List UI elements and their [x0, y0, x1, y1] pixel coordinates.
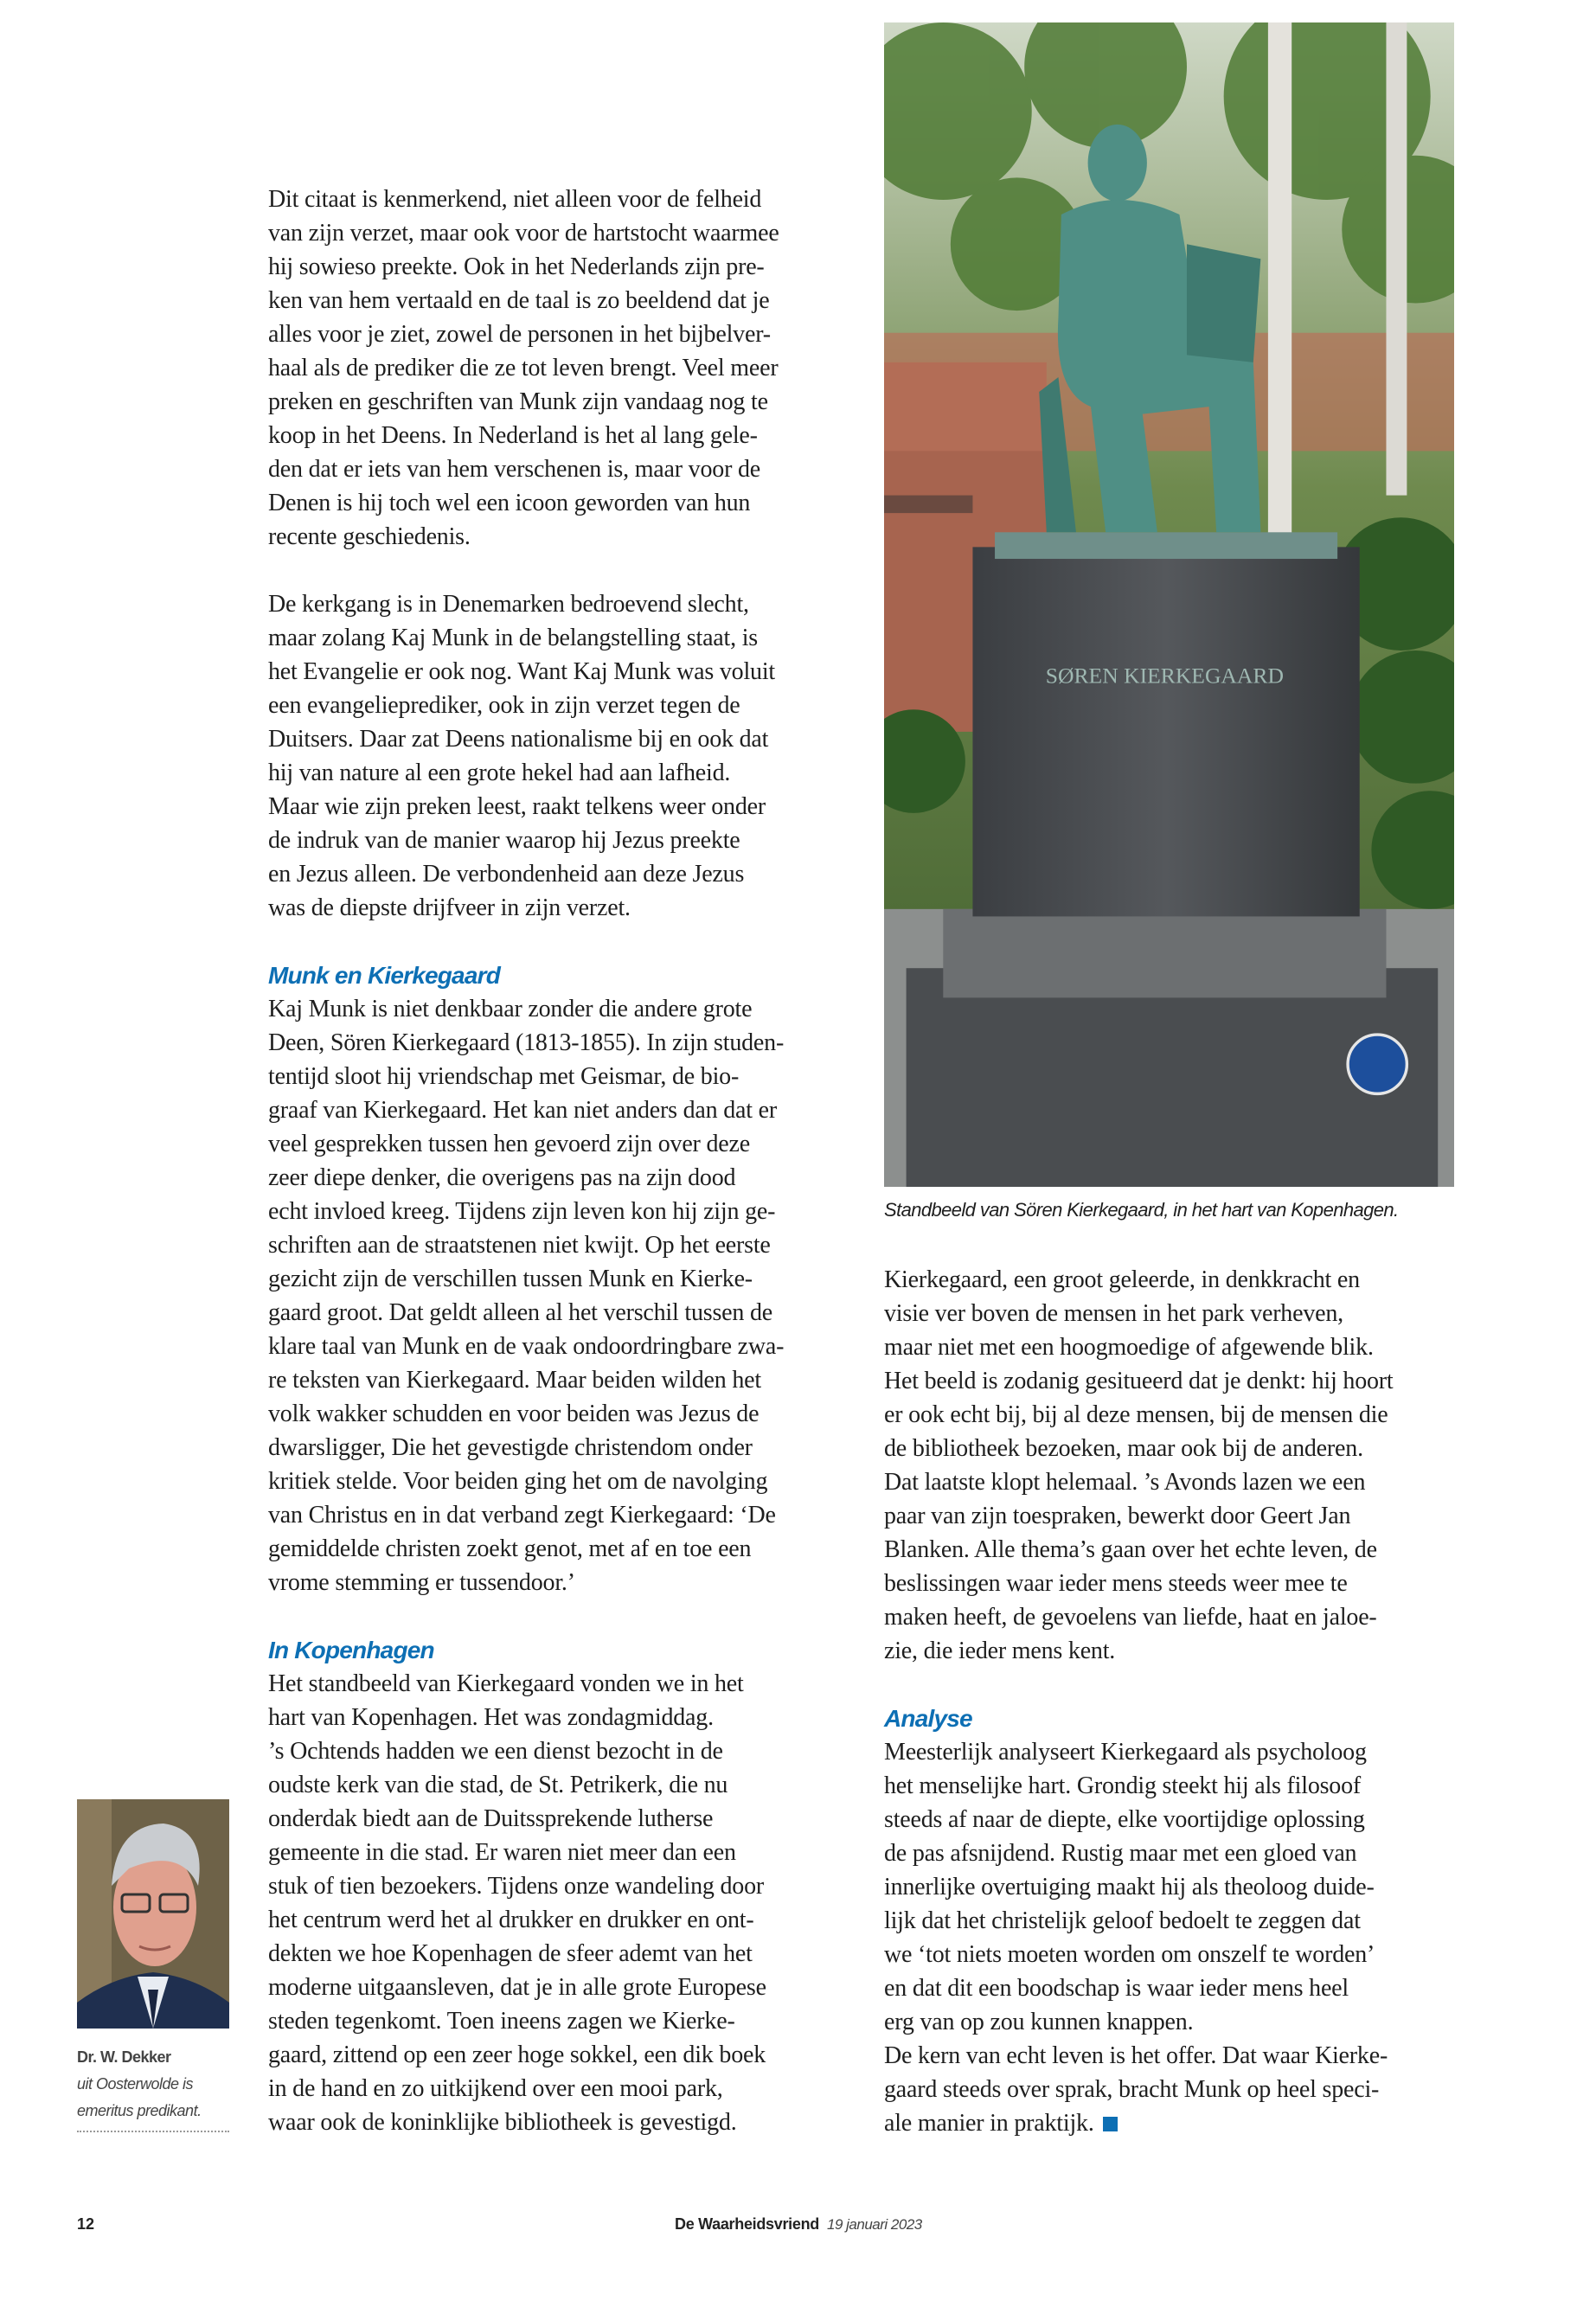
text-line	[268, 385, 856, 419]
text-line	[884, 1398, 1472, 1432]
text-line	[268, 756, 856, 790]
paragraph	[884, 1263, 1472, 1668]
text-line	[268, 2004, 856, 2038]
text-line-content: ale manier in praktijk.	[884, 2110, 1094, 2137]
text-line-content: maar niet met een hoogmoedige of afgewende blik.	[884, 1334, 1374, 1361]
text-line	[268, 1060, 856, 1093]
text-line-content: gemeente in die stad. Er waren niet meer dan een	[268, 1839, 736, 1866]
text-line-content: paar van zijn toespraken, bewerkt door Geert Jan	[884, 1503, 1351, 1529]
article-section	[268, 958, 856, 1599]
text-line	[884, 1432, 1472, 1465]
issue-date: 19 januari 2023	[827, 2216, 922, 2233]
text-line	[268, 1937, 856, 1971]
publication-name: De Waarheidsvriend	[675, 2215, 819, 2233]
article-section	[884, 1702, 1472, 2039]
text-line	[268, 1465, 856, 1498]
text-line	[884, 1465, 1472, 1499]
author-caption	[77, 2044, 229, 2125]
text-line	[268, 1330, 856, 1363]
text-line	[268, 1734, 856, 1768]
text-line	[884, 2039, 1472, 2073]
text-line	[884, 1735, 1472, 1769]
text-line-content: en dat dit een boodschap is waar ieder mens heel	[884, 1975, 1349, 2002]
text-line-content: innerlijke overtuiging maakt hij als theoloog duide-	[884, 1874, 1375, 1900]
text-line	[268, 722, 856, 756]
divider	[77, 2131, 229, 2132]
text-line-content: was de diepste drijfveer in zijn verzet.	[268, 894, 631, 921]
text-line-content: de pas afsnijdend. Rustig maar met een gloed van	[884, 1840, 1357, 1867]
author-description: uit Oosterwolde is	[77, 2075, 194, 2093]
text-line	[268, 1026, 856, 1060]
section-heading: In Kopenhagen	[268, 1637, 434, 1663]
text-line-content: waar ook de koninklijke bibliotheek is gevestigd.	[268, 2109, 737, 2136]
text-line-content: gaard steeds over sprak, bracht Munk op heel speci-	[884, 2076, 1380, 2103]
text-line	[884, 1567, 1472, 1600]
text-line-content: van Christus en in dat verband zegt Kierkegaard: ‘De	[268, 1502, 776, 1529]
text-line	[268, 1701, 856, 1734]
text-line-content: Dit citaat is kenmerkend, niet alleen voor de felheid	[268, 186, 762, 213]
text-line	[884, 1330, 1472, 1364]
text-line-content: veel gesprekken tussen hen gevoerd zijn over deze	[268, 1131, 750, 1157]
text-line	[268, 1836, 856, 1869]
text-line-content: Kaj Munk is niet denkbaar zonder die andere grote	[268, 996, 753, 1022]
text-line	[268, 2072, 856, 2106]
text-line	[884, 2005, 1472, 2039]
section-heading: Munk en Kierkegaard	[268, 962, 500, 989]
text-line-content: we ‘tot niets moeten worden om onszelf te worden’	[884, 1941, 1375, 1968]
text-line-content: het Evangelie er ook nog. Want Kaj Munk was voluit	[268, 658, 775, 685]
text-line-content: Denen is hij toch wel een icoon geworden van hun	[268, 490, 751, 516]
paragraph	[268, 587, 856, 925]
text-line	[268, 1093, 856, 1127]
text-line	[884, 1803, 1472, 1836]
article-column-left	[268, 183, 856, 2139]
text-line	[268, 857, 856, 891]
text-line	[884, 1263, 1472, 1297]
text-line-content: dekten we hoe Kopenhagen de sfeer ademt van het	[268, 1940, 753, 1967]
text-line	[268, 1262, 856, 1296]
text-line	[268, 284, 856, 317]
text-line	[268, 1363, 856, 1397]
text-line-content: steden tegenkomt. Toen ineens zagen we Kierke-	[268, 2008, 735, 2035]
text-line-content: visie ver boven de mensen in het park verheven,	[884, 1300, 1343, 1327]
text-line-content: in de hand en zo uitkijkend over een mooi park,	[268, 2075, 723, 2102]
text-line-content: van zijn verzet, maar ook voor de hartstocht waarmee	[268, 220, 779, 247]
text-line-content: gezicht zijn de verschillen tussen Munk en Kierke-	[268, 1266, 753, 1292]
text-line-content: gaard, zittend op een zeer hoge sokkel, een dik boek	[268, 2041, 766, 2068]
text-line	[268, 587, 856, 621]
text-line-content: hart van Kopenhagen. Het was zondagmiddag.	[268, 1704, 714, 1731]
text-line-content: erg van op zou kunnen knappen.	[884, 2009, 1194, 2035]
text-line-content: koop in het Deens. In Nederland is het al lang gele-	[268, 422, 758, 449]
text-line	[884, 2106, 1472, 2140]
text-line	[268, 351, 856, 385]
text-line-content: re teksten van Kierkegaard. Maar beiden wilden het	[268, 1367, 761, 1394]
text-line-content: Kierkegaard, een groot geleerde, in denkkracht en	[884, 1266, 1360, 1293]
text-line-content: echt invloed kreeg. Tijdens zijn leven kon hij zijn ge-	[268, 1198, 776, 1225]
text-line	[268, 419, 856, 452]
text-line-content: stuk of tien bezoekers. Tijdens onze wandeling door	[268, 1873, 765, 1900]
text-line	[884, 1904, 1472, 1938]
text-line	[884, 1533, 1472, 1567]
text-line	[268, 1802, 856, 1836]
text-line-content: ’s Ochtends hadden we een dienst bezocht in de	[268, 1738, 723, 1765]
text-line-content: het centrum werd het al drukker en drukker en ont-	[268, 1907, 754, 1933]
text-line-content: de bibliotheek bezoeken, maar ook bij de anderen.	[884, 1435, 1363, 1462]
text-line	[268, 790, 856, 824]
text-line	[268, 655, 856, 689]
text-line	[268, 1869, 856, 1903]
text-line-content: dwarsligger, Die het gevestigde christendom onder	[268, 1434, 753, 1461]
text-line	[884, 1938, 1472, 1971]
author-photo	[77, 1799, 229, 2029]
text-line-content: Blanken. Alle thema’s gaan over het echte leven, de	[884, 1536, 1377, 1563]
text-line-content: gaard groot. Dat geldt alleen al het verschil tussen de	[268, 1299, 773, 1326]
text-line-content: den dat er iets van hem verschenen is, maar voor de	[268, 456, 761, 483]
text-line-content: alles voor je ziet, zowel de personen in het bijbelver-	[268, 321, 771, 348]
text-line	[268, 250, 856, 284]
text-line	[884, 1769, 1472, 1803]
text-line-content: volk wakker schudden en voor beiden was Jezus de	[268, 1400, 760, 1427]
text-line	[268, 452, 856, 486]
text-line	[268, 183, 856, 216]
text-line-content: een evangelieprediker, ook in zijn verzet tegen de	[268, 692, 740, 719]
author-description: emeritus predikant.	[77, 2102, 202, 2119]
text-line-content: hij van nature al een grote hekel had aan lafheid.	[268, 760, 731, 786]
text-line	[268, 216, 856, 250]
text-line	[884, 1600, 1472, 1634]
text-line	[268, 1667, 856, 1701]
text-line-content: oudste kerk van die stad, de St. Petrikerk, die nu	[268, 1772, 728, 1798]
text-line	[884, 2073, 1472, 2106]
text-line	[884, 1364, 1472, 1398]
text-line	[268, 1161, 856, 1195]
text-line	[268, 1397, 856, 1431]
text-line-content: beslissingen waar ieder mens steeds weer mee te	[884, 1570, 1348, 1597]
text-line-content: ken van hem vertaald en de taal is zo beeldend dat je	[268, 287, 770, 314]
text-line-content: zie, die ieder mens kent.	[884, 1638, 1116, 1664]
text-line	[884, 1297, 1472, 1330]
text-line-content: maar zolang Kaj Munk in de belangstelling staat, is	[268, 625, 758, 651]
text-line-content: tentijd sloot hij vriendschap met Geismar, de bio-	[268, 1063, 740, 1090]
text-line-content: Dat laatste klopt helemaal. ’s Avonds lazen we een	[884, 1469, 1366, 1496]
text-line	[268, 1127, 856, 1161]
text-line-content: steeds af naar de diepte, elke voortijdige oplossing	[884, 1806, 1365, 1833]
text-line	[268, 1431, 856, 1465]
text-line-content: Het beeld is zodanig gesitueerd dat je denkt: hij hoort	[884, 1368, 1394, 1394]
text-line	[268, 1228, 856, 1262]
article-column-right	[884, 1263, 1472, 2140]
text-line-content: en Jezus alleen. De verbondenheid aan deze Jezus	[268, 861, 745, 888]
text-line	[268, 1195, 856, 1228]
text-line-content: Duitsers. Daar zat Deens nationalisme bij en ook dat	[268, 726, 769, 753]
article-section	[268, 1633, 856, 2139]
text-line-content: gemiddelde christen zoekt genot, met af en toe een	[268, 1535, 752, 1562]
end-mark-icon	[1103, 2117, 1118, 2131]
text-line-content: de indruk van de manier waarop hij Jezus preekte	[268, 827, 740, 854]
text-line	[268, 1566, 856, 1599]
text-line-content: maken heeft, de gevoelens van liefde, haat en jaloe-	[884, 1604, 1377, 1631]
text-line-content: De kern van echt leven is het offer. Dat waar Kierke-	[884, 2042, 1388, 2069]
text-line-content: De kerkgang is in Denemarken bedroevend slecht,	[268, 591, 749, 618]
text-line-content: preken en geschriften van Munk zijn vandaag nog te	[268, 388, 768, 415]
text-line-content: Het standbeeld van Kierkegaard vonden we in het	[268, 1670, 744, 1697]
text-line	[884, 1870, 1472, 1904]
author-name: Dr. W. Dekker	[77, 2048, 171, 2066]
text-line	[268, 1903, 856, 1937]
text-line	[268, 1768, 856, 1802]
text-line	[884, 1971, 1472, 2005]
text-line-content: Deen, Sören Kierkegaard (1813-1855). In zijn studen-	[268, 1029, 785, 1056]
text-line-content: zeer diepe denker, die overigens pas na zijn dood	[268, 1164, 736, 1191]
section-heading: Analyse	[884, 1705, 972, 1732]
text-line	[268, 891, 856, 925]
text-line	[268, 992, 856, 1026]
text-line	[268, 1532, 856, 1566]
text-line-content: er ook echt bij, bij al deze mensen, bij de mensen die	[884, 1401, 1388, 1428]
text-line	[884, 1499, 1472, 1533]
paragraph	[884, 2039, 1472, 2140]
text-line	[268, 486, 856, 520]
text-line	[884, 1634, 1472, 1668]
photo-caption: Standbeeld van Sören Kierkegaard, in het hart van Kopenhagen.	[884, 1199, 1399, 1221]
text-line-content: recente geschiedenis.	[268, 523, 471, 550]
text-line-content: klare taal van Munk en de vaak ondoordringbare zwa-	[268, 1333, 785, 1360]
text-line	[268, 317, 856, 351]
text-line	[268, 1971, 856, 2004]
text-line-content: schriften aan de straatstenen niet kwijt. Op het eerste	[268, 1232, 771, 1259]
text-line	[268, 689, 856, 722]
text-line	[268, 824, 856, 857]
paragraph	[268, 183, 856, 554]
footer	[675, 2215, 922, 2234]
info-sign-icon	[1348, 1035, 1407, 1093]
statue-photo	[884, 22, 1454, 1187]
text-line-content: het menselijke hart. Grondig steekt hij als filosoof	[884, 1772, 1362, 1799]
text-line-content: onderdak biedt aan de Duitssprekende lutherse	[268, 1805, 714, 1832]
text-line-content: vrome stemming er tussendoor.’	[268, 1569, 575, 1596]
text-line	[268, 2038, 856, 2072]
text-line-content: graaf van Kierkegaard. Het kan niet anders dan dat er	[268, 1097, 777, 1124]
text-line-content: hij sowieso preekte. Ook in het Nederlands zijn pre-	[268, 253, 765, 280]
text-line	[268, 1296, 856, 1330]
text-line	[884, 1836, 1472, 1870]
text-line-content: lijk dat het christelijk geloof bedoelt te zeggen dat	[884, 1907, 1361, 1934]
text-line	[268, 2106, 856, 2139]
text-line	[268, 1498, 856, 1532]
text-line-content: haal als de prediker die ze tot leven brengt. Veel meer	[268, 355, 779, 381]
page-number: 12	[77, 2215, 95, 2233]
text-line-content: Meesterlijk analyseert Kierkegaard als psycholoog	[884, 1739, 1367, 1766]
text-line	[268, 520, 856, 554]
text-line	[268, 621, 856, 655]
text-line-content: moderne uitgaansleven, dat je in alle grote Europese	[268, 1974, 766, 2001]
text-line-content: kritiek stelde. Voor beiden ging het om de navolging	[268, 1468, 768, 1495]
text-line-content: Maar wie zijn preken leest, raakt telkens weer onder	[268, 793, 766, 820]
inscription: SØREN KIERKEGAARD	[1045, 663, 1284, 689]
